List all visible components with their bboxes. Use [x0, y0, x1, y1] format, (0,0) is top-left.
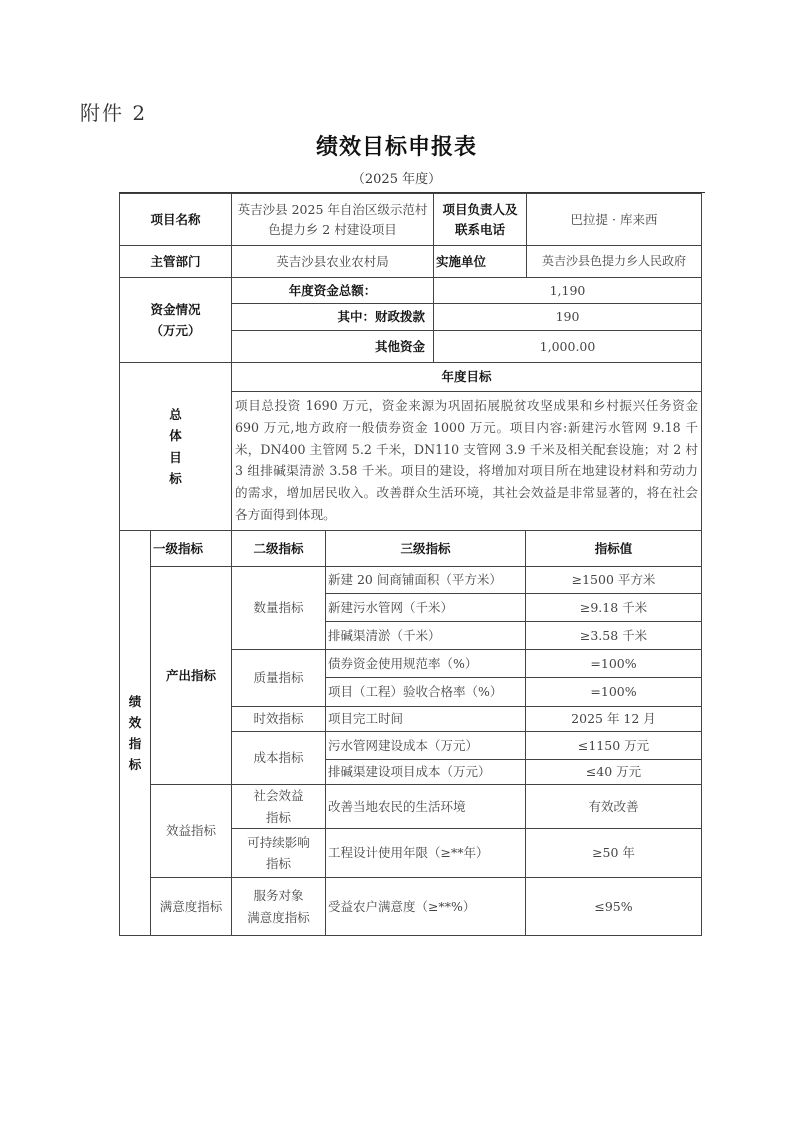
indicator-name: 新建污水管网（千米）: [325, 593, 526, 622]
indicator-name: 新建 20 间商铺面积（平方米）: [325, 566, 526, 594]
funds-label-line1: 资金情况: [150, 301, 201, 317]
col-header-level3: 三级指标: [325, 530, 526, 567]
col-header-level2: 二级指标: [231, 530, 326, 567]
level2-quality: 质量指标: [231, 649, 326, 707]
indicator-value: ≥3.58 千米: [525, 621, 702, 650]
page-title: 绩效目标申报表: [315, 135, 477, 160]
indicator-name: 排碱渠建设项目成本（万元）: [325, 759, 526, 785]
overall-label-char: 目: [169, 449, 182, 465]
overall-label-char: 体: [169, 428, 182, 444]
level2-service-line1: 服务对象: [253, 888, 304, 904]
leader-label: 项目负责人及联系电话: [433, 193, 527, 246]
indicator-value: 有效改善: [525, 784, 702, 829]
project-name-value: 英吉沙县 2025 年自治区级示范村色提力乡 2 村建设项目: [231, 193, 434, 246]
overall-label-char: 标: [169, 470, 182, 486]
funds-total-label: 年度资金总额：: [231, 277, 434, 304]
funds-other-value: 1,000.00: [433, 330, 702, 363]
level1-satisfaction: 满意度指标: [150, 877, 232, 936]
impl-value: 英吉沙县色提力乡人民政府: [526, 245, 702, 278]
indicator-value: 2025 年 12 月: [525, 706, 702, 732]
funds-label: [119, 277, 232, 363]
level2-service-line2: 满意度指标: [247, 909, 310, 925]
funds-total-value: 1,190: [433, 277, 702, 304]
level2-sustain-line1: 可持续影响: [247, 834, 310, 850]
indicator-value: ≤95%: [525, 877, 702, 936]
level2-cost: 成本指标: [231, 731, 326, 785]
level2-sustain: [231, 828, 326, 878]
dept-value: 英吉沙县农业农村局: [231, 245, 434, 278]
indicator-value: ≥1500 平方米: [525, 566, 702, 594]
funds-other-label: 其他资金: [231, 330, 434, 363]
indicator-name: 排碱渠清淤（千米）: [325, 621, 526, 650]
level2-timeliness: 时效指标: [231, 706, 326, 732]
level1-benefit: 效益指标: [150, 784, 232, 878]
level2-sustain-line2: 指标: [265, 856, 291, 871]
dept-label: 主管部门: [119, 245, 232, 278]
performance-label-char: 指: [128, 736, 142, 751]
funds-fiscal-value: 190: [433, 303, 702, 331]
level2-social-line1: 社会效益: [253, 788, 304, 804]
indicator-value: =100%: [525, 677, 702, 707]
funds-label-line2: （万元）: [150, 323, 201, 338]
project-name-label: 项目名称: [119, 193, 232, 246]
performance-label: [119, 530, 151, 936]
annual-goal-text: 项目总投资 1690 万元，资金来源为巩固拓展脱贫攻坚成果和乡村振兴任务资金 690 万元,地方政府一般债券资金 1000 万元。项目内容:新建污水管网 9.18 千米，DN400 主管网 5.2 千米，DN110 支管网 3.9 千米及相关配套设施；对 2 村 3 组排碱渠清淤 3.58 千米。项目的建设，将增加对项目所在地建设材料和劳动力的需求，增加居民收入。改善群众生活环境，其社会效益是非常显著的，将在社会各方面得到体现。: [231, 391, 702, 531]
funds-fiscal-label: 其中：财政拨款: [231, 303, 434, 331]
col-header-value: 指标值: [525, 530, 702, 567]
performance-label-char: 绩: [128, 693, 142, 709]
attachment-label: 附件 2: [80, 101, 148, 125]
indicator-value: =100%: [525, 649, 702, 678]
level2-quantity: 数量指标: [231, 566, 326, 650]
overall-label-char: 总: [169, 407, 182, 422]
performance-label-char: 标: [128, 757, 142, 773]
overall-goal-label: [119, 362, 232, 531]
indicator-name: 项目完工时间: [325, 706, 526, 732]
impl-label: 实施单位: [433, 245, 527, 278]
col-header-level1: 一级指标: [150, 530, 232, 567]
performance-label-char: 效: [128, 714, 142, 730]
indicator-name: 污水管网建设成本（万元）: [325, 731, 526, 760]
indicator-name: 项目（工程）验收合格率（%）: [325, 677, 526, 707]
leader-value: 巴拉提 · 库来西: [526, 193, 702, 246]
indicator-name: 受益农户满意度（≥**%）: [325, 877, 526, 936]
indicator-name: 债券资金使用规范率（%）: [325, 649, 526, 678]
indicator-value: ≥9.18 千米: [525, 593, 702, 622]
indicator-name: 工程设计使用年限（≥**年）: [325, 828, 526, 878]
indicator-value: ≥50 年: [525, 828, 702, 878]
level1-output: 产出指标: [150, 566, 232, 785]
page-subtitle: （2025 年度）: [351, 172, 442, 187]
indicator-value: ≤1150 万元: [525, 731, 702, 760]
annual-goal-header: 年度目标: [231, 362, 702, 392]
level2-social: [231, 784, 326, 829]
indicator-name: 改善当地农民的生活环境: [325, 784, 526, 829]
level2-social-line2: 指标: [265, 809, 291, 825]
level2-service: [231, 877, 326, 936]
indicator-value: ≤40 万元: [525, 759, 702, 785]
